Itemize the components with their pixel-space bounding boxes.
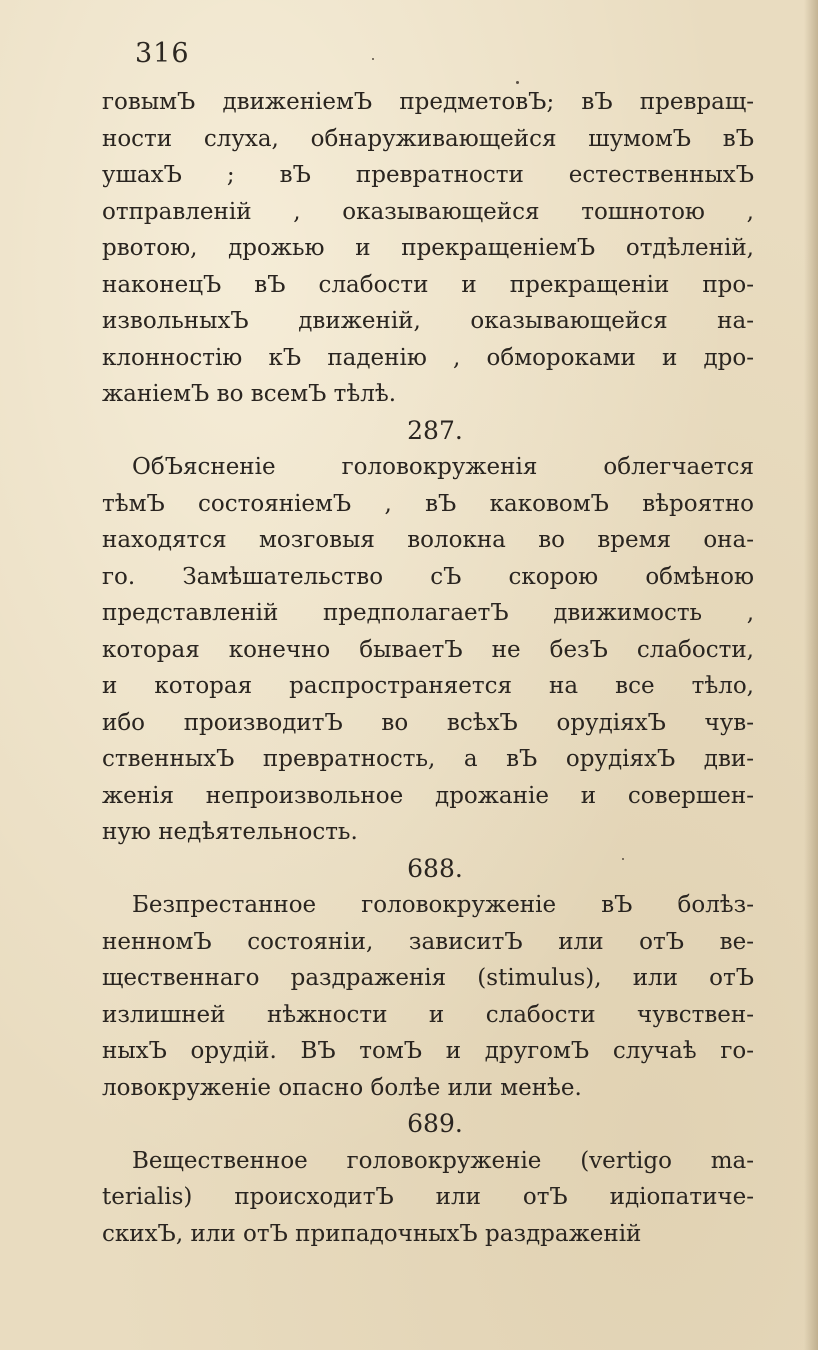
section-number: 287. — [407, 415, 463, 445]
text-line: го. Замѣшательство сЪ скорою обмѣною — [102, 563, 754, 590]
text-line: ушахЪ ; вЪ превратности естественныхЪ — [102, 162, 754, 188]
text-line: говымЪ движенiемЪ предметовЪ; вЪ превращ- — [102, 89, 754, 115]
paragraph — [102, 887, 754, 1106]
text-line: ственныхЪ превратность, а вЪ орудiяхЪ дви- — [102, 746, 754, 772]
page-edge-shadow — [804, 0, 818, 1350]
text-line: Безпрестанное головокруженiе вЪ болѣз- — [132, 892, 754, 918]
text-line: и которая распространяется на все тѣло, — [102, 673, 754, 699]
text-line: рвотою, дрожью и прекращенiемЪ отдѣленiй, — [102, 235, 754, 261]
body-text — [102, 84, 754, 1252]
text-line: ности слуха, обнаруживающейся шумомЪ вЪ — [102, 125, 754, 152]
text-line: Вещественное головокруженiе (vertigo ma- — [132, 1147, 754, 1174]
ink-speck — [372, 58, 374, 60]
text-line: жанiемЪ во всемЪ тѣлѣ. — [102, 381, 397, 407]
text-line: клонностiю кЪ паденiю , обмороками и дро- — [102, 344, 754, 371]
paragraph — [102, 1143, 754, 1253]
text-line: ибо производитЪ во всѣхЪ орудiяхЪ чув- — [102, 709, 754, 736]
text-line: terialis) происходитЪ или отЪ идiопатиче- — [102, 1184, 754, 1210]
text-line: щественнаго раздраженiя (stimulus), или отЪ — [102, 965, 754, 991]
paragraph — [102, 449, 754, 851]
text-line: женiя непроизвольное дрожанiе и совершен- — [102, 782, 754, 809]
page-number: 316 — [135, 38, 190, 69]
section-number: 688. — [407, 853, 463, 883]
text-line: ненномЪ состоянiи, зависитЪ или отЪ ве- — [102, 928, 754, 955]
text-line: отправленiй , оказывающейся тошнотою , — [102, 198, 754, 225]
text-line: извольныхЪ движенiй, оказывающейся на- — [102, 308, 754, 334]
text-line: ОбЪясненiе головокруженiя облегчается — [132, 454, 754, 480]
text-line: тѣмЪ состоянiемЪ , вЪ каковомЪ вѣроятно — [102, 490, 754, 517]
paragraph — [102, 84, 754, 413]
text-line: наконецЪ вЪ слабости и прекращенiи про- — [102, 271, 754, 298]
section-number: 689. — [407, 1109, 463, 1138]
text-line: представленiй предполагаетЪ движимость , — [102, 600, 754, 626]
text-line: излишней нѣжности и слабости чувствен- — [102, 1001, 754, 1028]
text-line: ныхЪ орудiй. ВЪ томЪ и другомЪ случаѣ го- — [102, 1038, 754, 1064]
text-line: ловокруженiе опасно болѣе или менѣе. — [102, 1074, 582, 1101]
text-line: ную недѣятельность. — [102, 819, 358, 845]
text-line: скихЪ, или отЪ припадочныхЪ раздраженiй — [102, 1220, 642, 1247]
text-line: которая конечно бываетЪ не безЪ слабости, — [102, 636, 754, 663]
text-line: находятся мозговыя волокна во время она- — [102, 527, 754, 553]
